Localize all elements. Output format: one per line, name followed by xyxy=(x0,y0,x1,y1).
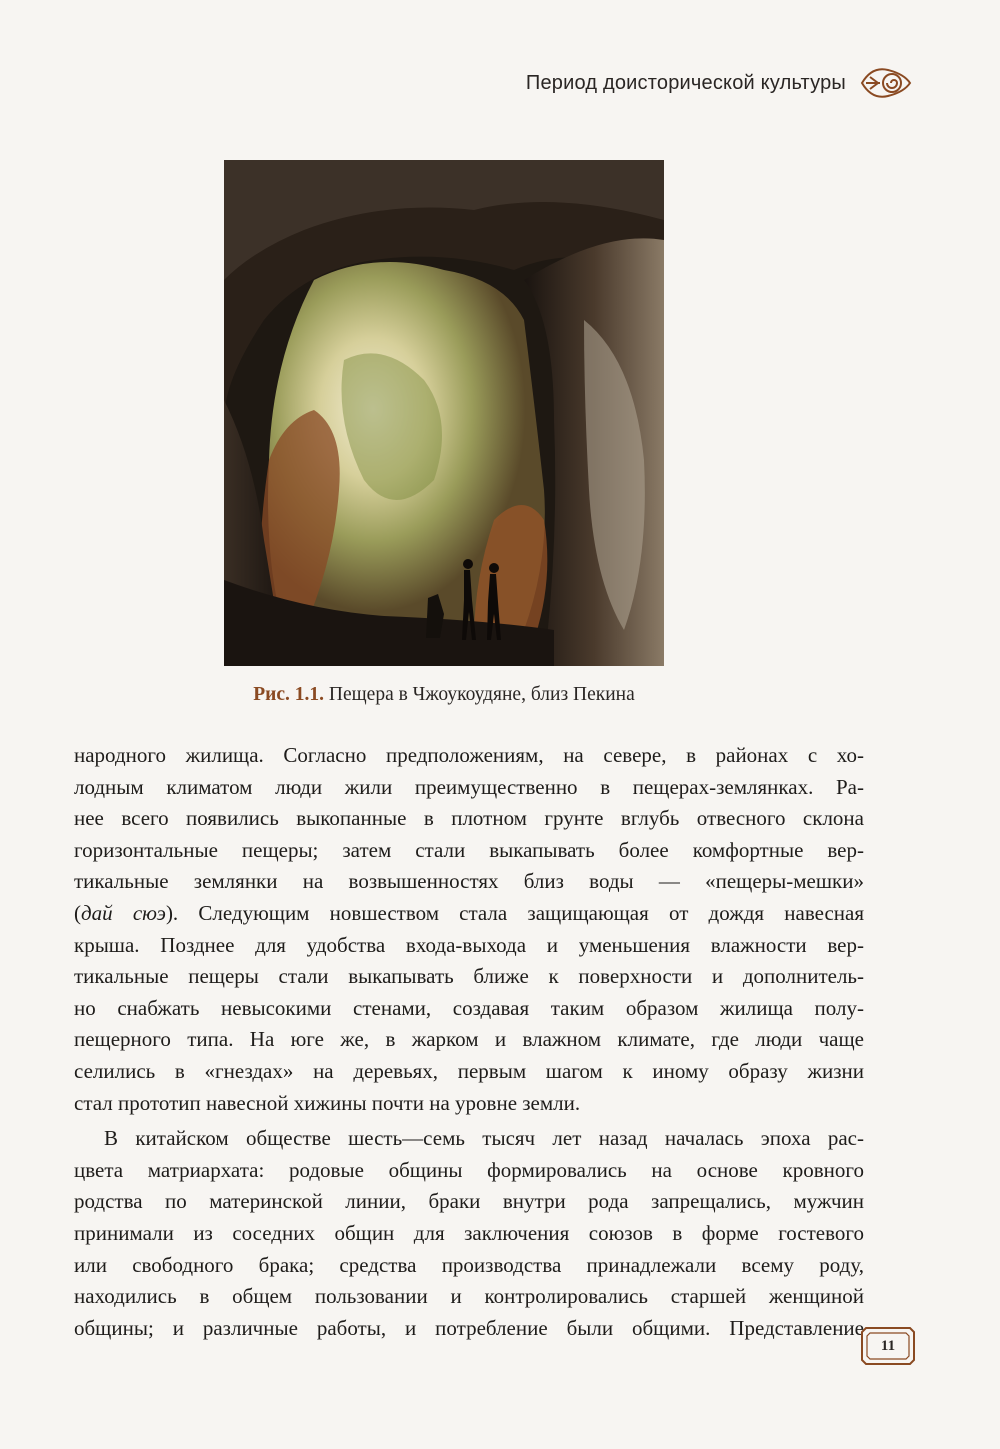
paragraph xyxy=(74,740,864,1119)
text-line: пещерного типа. На юге же, в жарком и влажном климате, где люди чаще xyxy=(74,1027,864,1052)
text-fragment: ( xyxy=(74,900,81,925)
page-number-value: 11 xyxy=(880,1338,896,1354)
text-line: общины; и различные работы, и потребление были общими. Представление xyxy=(74,1315,864,1340)
text-line: нее всего появились выкопанные в плотном грунте вглубь отвесного склона xyxy=(74,806,864,831)
body-text xyxy=(74,740,864,1344)
text-line: лодным климатом люди жили преимущественно в пещерах-землянках. Ра- xyxy=(74,774,864,799)
figure-caption-text: Пещера в Чжоукоудяне, близ Пекина xyxy=(324,684,635,705)
text-line: но снабжать невысокими стенами, создавая таким образом жилища полу- xyxy=(74,995,864,1020)
text-line: народного жилища. Согласно предположениям, на севере, в районах с хо- xyxy=(74,743,864,767)
text-line: цвета матриархата: родовые общины формировались на основе кровного xyxy=(74,1157,864,1182)
running-header xyxy=(526,62,916,104)
cave-photo xyxy=(224,160,664,666)
text-line: или свободного брака; средства производства принадлежали всему роду, xyxy=(74,1252,864,1277)
text-fragment: ). Следующим новшеством стала защищающая от дождя навесная xyxy=(165,900,864,925)
text-line: селились в «гнездах» на деревьях, первым шагом к иному образу жизни xyxy=(74,1058,864,1083)
swirl-ornament-icon xyxy=(858,62,916,104)
text-line: стал прототип навесной хижины почти на уровне земли. xyxy=(74,1090,581,1115)
chapter-title: Период доисторической культуры xyxy=(525,71,846,94)
text-line: тикальные пещеры стали выкапывать ближе к поверхности и дополнитель- xyxy=(74,964,864,989)
text-line: родства по материнской линии, браки внутри рода запрещались, мужчин xyxy=(74,1189,864,1214)
text-line: горизонтальные пещеры; затем стали выкапывать более комфортные вер- xyxy=(74,837,864,862)
text-line xyxy=(74,898,864,930)
figure-label: Рис. 1.1. xyxy=(253,684,325,705)
text-line: тикальные землянки на возвышенностях близ воды — «пещеры-мешки» xyxy=(74,869,864,894)
text-line: находились в общем пользовании и контролировались старшей женщиной xyxy=(74,1284,864,1309)
paragraph xyxy=(74,1123,864,1344)
text-line: В китайском обществе шесть—семь тысяч лет назад началась эпоха рас- xyxy=(104,1126,864,1151)
italic-term: дай сюэ xyxy=(81,900,166,925)
text-line: крыша. Позднее для удобства входа-выхода и уменьшения влажности вер- xyxy=(74,932,864,957)
text-line: принимали из соседних общин для заключения союзов в форме гостевого xyxy=(74,1220,864,1245)
page-number xyxy=(858,1324,918,1368)
figure-caption xyxy=(0,684,888,706)
cave-illustration xyxy=(224,160,664,666)
